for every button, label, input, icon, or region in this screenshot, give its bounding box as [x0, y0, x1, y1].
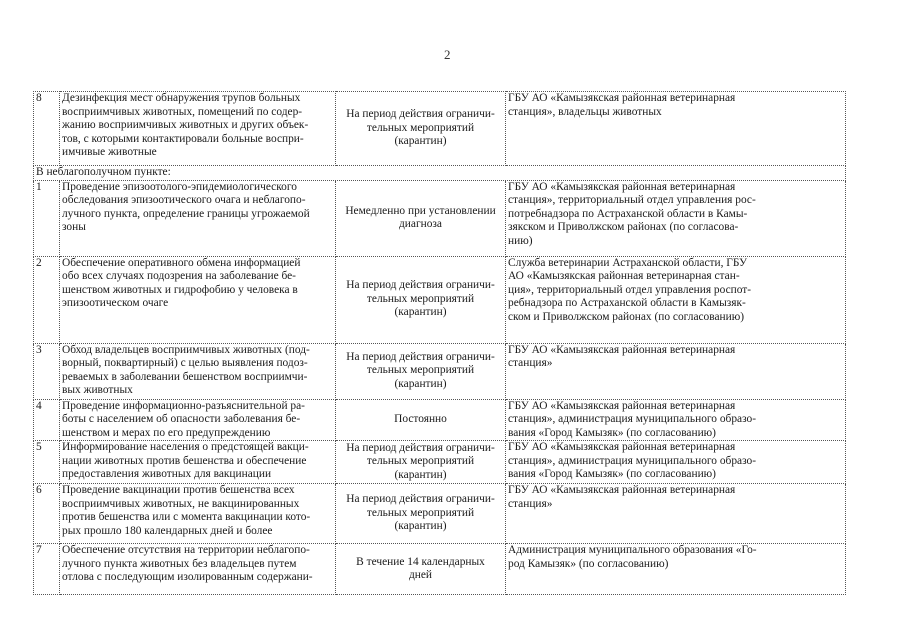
table-row [34, 92, 846, 166]
table-row [34, 399, 846, 441]
responsible-cell: ГБУ АО «Камызякская районная ветеринарная станция», владельцы животных [506, 92, 846, 166]
responsible-cell: ГБУ АО «Камызякская районная ветеринарная станция», администрация муниципального образо- вания «Город Камызяк» (по согласованию) [506, 441, 846, 484]
page-number: 2 [444, 47, 451, 62]
action-cell: Проведение эпизоотолого-эпидемиологического обследования эпизоотического очага и неблагопо- лучного пункта, определение границы угрожаемой зоны [60, 180, 336, 256]
term-cell: В течение 14 календарных дней [336, 544, 506, 595]
table-row [34, 343, 846, 399]
term-cell: На период действия ограничи- тельных мероприятий (карантин) [336, 441, 506, 484]
term-cell: На период действия ограничи- тельных мероприятий (карантин) [336, 343, 506, 399]
table-row [34, 544, 846, 595]
table-row [34, 441, 846, 484]
row-number: 3 [34, 343, 60, 399]
section-heading: В неблагополучном пункте: [34, 166, 846, 181]
responsible-cell: ГБУ АО «Камызякская районная ветеринарная станция», администрация муниципального образо- вания «Город Камызяк» (по согласованию) [506, 399, 846, 441]
table-row [34, 484, 846, 544]
responsible-cell: ГБУ АО «Камызякская районная ветеринарная станция» [506, 484, 846, 544]
responsible-cell: ГБУ АО «Камызякская районная ветеринарная станция», территориальный отдел управления рос- потребнадзора по Астраханской области в Камы- зякском и Приволжском районах (по согласова- нию) [506, 180, 846, 256]
row-number: 2 [34, 256, 60, 343]
row-number: 4 [34, 399, 60, 441]
action-cell: Проведение информационно-разъяснительной ра- боты с населением об опасности заболевания бе- шенством и мерах по его предупреждению [60, 399, 336, 441]
action-cell: Обход владельцев восприимчивых животных (под- ворный, поквартирный) с целью выявления подоз- реваемых в заболевании бешенством восприимчи- вых животных [60, 343, 336, 399]
row-number: 7 [34, 544, 60, 595]
action-cell: Дезинфекция мест обнаружения трупов больных восприимчивых животных, помещений по содер- жанию восприимчивых животных и других объек- тов, с которыми контактировали больные воспри- имчивые животные [60, 92, 336, 166]
row-number: 6 [34, 484, 60, 544]
action-cell: Информирование населения о предстоящей вакци- нации животных против бешенства и обеспечение предоставления животных для вакцинации [60, 441, 336, 484]
responsible-cell: ГБУ АО «Камызякская районная ветеринарная станция» [506, 343, 846, 399]
responsible-cell: Администрация муниципального образования «Го- род Камызяк» (по согласованию) [506, 544, 846, 595]
term-cell: Немедленно при установлении диагноза [336, 180, 506, 256]
section-row [34, 166, 846, 181]
table-row [34, 180, 846, 256]
row-number: 5 [34, 441, 60, 484]
term-cell: На период действия ограничи- тельных мероприятий (карантин) [336, 92, 506, 166]
row-number: 8 [34, 92, 60, 166]
action-cell: Обеспечение отсутствия на территории неблагопо- лучного пункта животных без владельцев путем отлова с последующим изолированным содержани- [60, 544, 336, 595]
row-number: 1 [34, 180, 60, 256]
term-cell: Постоянно [336, 399, 506, 441]
table-row [34, 256, 846, 343]
measures-table [33, 91, 846, 595]
responsible-cell: Служба ветеринарии Астраханской области, ГБУ АО «Камызякская районная ветеринарная стан- ция», территориальный отдел управления роспот- ребнадзора по Астраханской области в Камызяк- ском и Приволжском районах (по согласованию) [506, 256, 846, 343]
term-cell: На период действия ограничи- тельных мероприятий (карантин) [336, 256, 506, 343]
action-cell: Обеспечение оперативного обмена информацией обо всех случаях подозрения на заболевание бе- шенством животных и гидрофобию у человека в эпизоотическом очаге [60, 256, 336, 343]
term-cell: На период действия ограничи- тельных мероприятий (карантин) [336, 484, 506, 544]
action-cell: Проведение вакцинации против бешенства всех восприимчивых животных, не вакцинированных против бешенства или с момента вакцинации кото- рых прошло 180 календарных дней и более [60, 484, 336, 544]
